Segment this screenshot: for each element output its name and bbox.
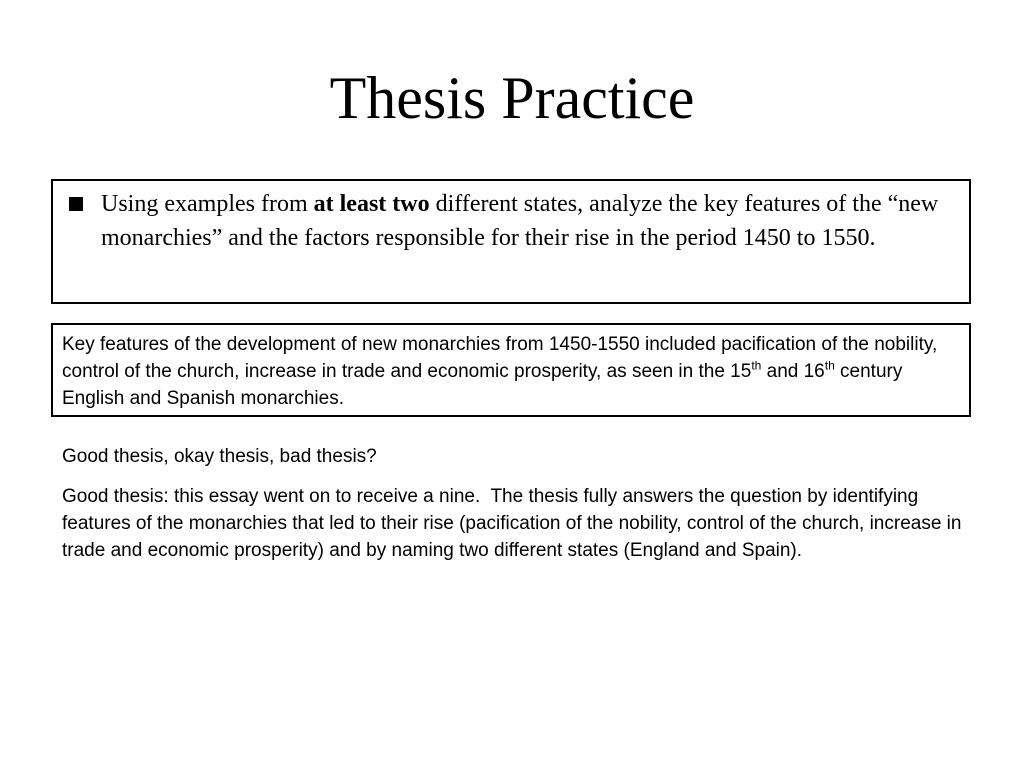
prompt-box bbox=[51, 179, 971, 304]
evaluation-answer: Good thesis: this essay went on to receive a nine. The thesis fully answers the question by identifying features of the monarchies that led to their rise (pacification of the nobility, control of the church, increase in trade and economic prosperity) and by naming two different states (England and Spain). bbox=[62, 486, 967, 561]
prompt-text-end: different states, analyze the key features of the “new monarchies” and the factors responsible for their rise in the period 1450 to 1550. bbox=[101, 191, 939, 251]
prompt-text bbox=[101, 187, 961, 255]
thesis-text-part-3: century English and Spanish monarchies. bbox=[62, 361, 903, 409]
square-bullet-icon bbox=[69, 197, 83, 211]
prompt-text-start: Using examples from bbox=[101, 191, 314, 217]
thesis-text-part-2: and 16 bbox=[761, 361, 825, 382]
thesis-text-part-1: Key features of the development of new monarchies from 1450-1550 included pacification of the nobility, control of the church, increase in trade and economic prosperity, as seen in the 15 bbox=[62, 334, 938, 382]
slide-title: Thesis Practice bbox=[329, 65, 695, 131]
thesis-text bbox=[62, 331, 962, 412]
thesis-superscript-1: th bbox=[751, 358, 762, 373]
evaluation-question: Good thesis, okay thesis, bad thesis? bbox=[62, 446, 377, 467]
prompt-emphasis: at least two bbox=[313, 191, 430, 217]
thesis-superscript-2: th bbox=[824, 358, 835, 373]
thesis-box bbox=[51, 323, 971, 417]
